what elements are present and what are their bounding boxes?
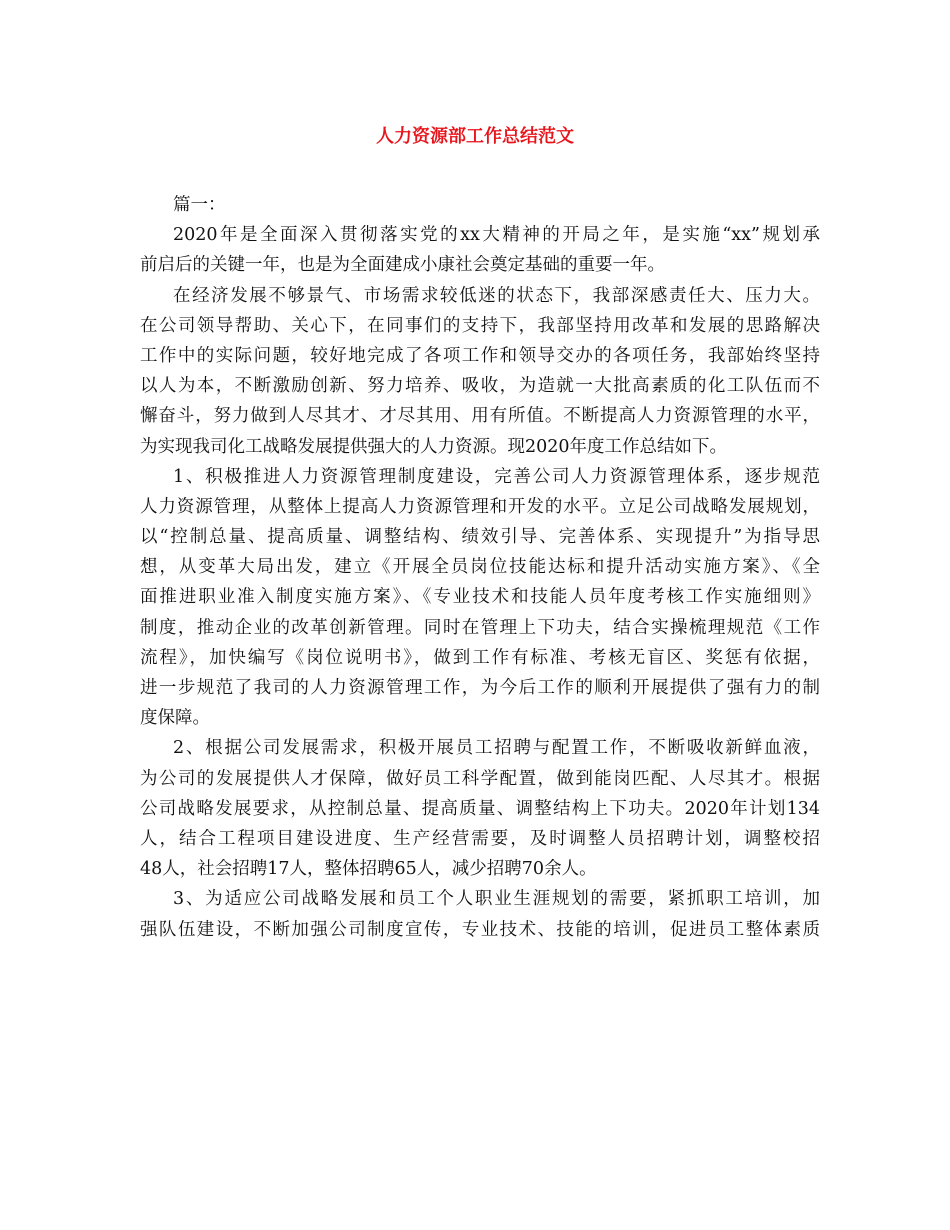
body-line: 前启后的关键一年，也是为全面建成小康社会奠定基础的重要一年。 xyxy=(140,255,665,276)
body-line: 在经济发展不够景气、市场需求较低迷的状态下，我部深感责任大、压力大。 xyxy=(173,285,820,306)
body-line: 以“控制总量、提高质量、调整结构、绩效引导、完善体系、实现提升”为指导思 xyxy=(140,527,820,548)
body-line: 公司战略发展要求，从控制总量、提高质量、调整结构上下功夫。2020年计划134 xyxy=(140,798,820,819)
body-line: 进一步规范了我司的人力资源管理工作，为今后工作的顺利开展提供了强有力的制 xyxy=(140,678,820,698)
body-line: 面推进职业准入制度实施方案》、《专业技术和技能人员年度考核工作实施细则》 xyxy=(140,587,820,608)
body-line: 想，从变革大局出发，建立《开展全员岗位技能达标和提升活动实施方案》、《全 xyxy=(140,557,820,578)
body-line: 篇一： xyxy=(173,195,226,215)
body-line: 制度，推动企业的改革创新管理。同时在管理上下功夫，结合实操梳理规范《工作 xyxy=(140,617,820,638)
body-line: 在公司领导帮助、关心下，在同事们的支持下，我部坚持用改革和发展的思路解决 xyxy=(140,315,820,336)
body-line: 人，结合工程项目建设进度、生产经营需要，及时调整人员招聘计划，调整校招 xyxy=(140,828,820,849)
body-line: 强队伍建设，不断加强公司制度宣传，专业技术、技能的培训，促进员工整体素质 xyxy=(140,919,820,940)
document-body xyxy=(140,190,820,945)
body-line: 2、根据公司发展需求，积极开展员工招聘与配置工作，不断吸收新鲜血液， xyxy=(173,738,820,759)
body-line: 为实现我司化工战略发展提供强大的人力资源。现2020年度工作总结如下。 xyxy=(140,436,728,457)
body-line: 工作中的实际问题，较好地完成了各项工作和领导交办的各项任务，我部始终坚持 xyxy=(140,345,820,366)
body-line: 为公司的发展提供人才保障，做好员工科学配置，做到能岗匹配、人尽其才。根据 xyxy=(140,768,820,789)
body-line: 流程》，加快编写《岗位说明书》，做到工作有标准、考核无盲区、奖惩有依据， xyxy=(140,647,820,668)
body-line: 1、积极推进人力资源管理制度建设，完善公司人力资源管理体系，逐步规范 xyxy=(173,466,820,487)
body-line: 懈奋斗，努力做到人尽其才、才尽其用、用有所值。不断提高人力资源管理的水平， xyxy=(140,406,820,427)
document-title: 人力资源部工作总结范文 xyxy=(376,126,574,147)
body-line: 以人为本，不断激励创新、努力培养、吸收，为造就一大批高素质的化工队伍而不 xyxy=(140,376,820,397)
body-line: 人力资源管理，从整体上提高人力资源管理和开发的水平。立足公司战略发展规划， xyxy=(140,496,820,517)
body-line: 度保障。 xyxy=(140,708,210,729)
body-line: 3、为适应公司战略发展和员工个人职业生涯规划的需要，紧抓职工培训，加 xyxy=(173,889,820,910)
body-line: 48人，社会招聘17人，整体招聘65人，减少招聘70余人。 xyxy=(140,859,597,880)
body-line: 2020年是全面深入贯彻落实党的xx大精神的开局之年，是实施“xx”规划承 xyxy=(173,225,820,246)
